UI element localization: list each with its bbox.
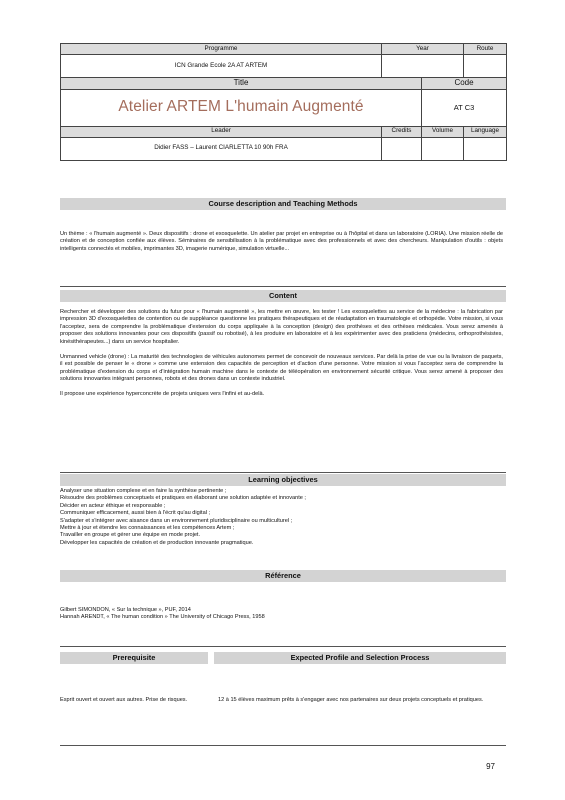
credits-label: Credits — [382, 126, 422, 137]
objectives-heading: Learning objectives — [60, 474, 506, 486]
reference-heading: Référence — [60, 570, 506, 582]
leader-label: Leader — [61, 126, 382, 137]
objectives-list — [60, 488, 503, 547]
description-text — [60, 231, 503, 253]
course-code: AT C3 — [422, 89, 507, 126]
content-text — [60, 309, 503, 399]
route-value — [464, 55, 507, 78]
language-value — [464, 137, 507, 160]
course-title: Atelier ARTEM L'humain Augmenté — [61, 89, 422, 126]
objective-item: S'adapter et s'intégrer avec aisance dans un environnement pluridisciplinaire ou multiculturel ; — [60, 517, 293, 524]
content-paragraph-experience: Il propose une expérience hyperconcrète de projets uniques vers l'infini et au-delà. — [60, 391, 265, 398]
objective-item: Communiquer efficacement, aussi bien à l'écrit qu'au digital ; — [60, 510, 211, 517]
page-number: 97 — [486, 762, 495, 771]
prerequisite-divider — [60, 646, 506, 647]
objective-item: Résoudre des problèmes conceptuels et pratiques en élaborant une solution adaptée et innovante ; — [60, 495, 306, 502]
content-heading: Content — [60, 290, 506, 302]
credits-value — [382, 137, 422, 160]
profile-text: 12 à 15 élèves maximum prêts à s'engager avec nos partenaires sur deux projets conceptuels et pratiques. — [218, 697, 484, 703]
content-paragraph-exosquelettes: Rechercher et développer des solutions du futur pour « l'humain augmenté », les mettre en œuvre, les tester ! Les exosquelettes au service de la médecine : la fabrication par impression 3D d'exosquelettes de contention ou de suppléance questionne les pratiques thérapeutiques et de réadaptation en traumatologie et orthopédie. Votre mission, si vous l'acceptez, sera de comprendre la problématique d'extension du corps appliquée à la conception (design) des prothèses et des orthèses médicales. Vous serez amenés à proposer des solutions innovantes pour ces dispositifs (passif ou robotisé), à les produire en laboratoire et à les expérimenter avec des praticiens (médecins, orthoprothésistes, kinésithérapeutes...) dans un service hospitalier. — [60, 309, 503, 345]
language-label: Language — [464, 126, 507, 137]
leader-value: Didier FASS – Laurent CIARLETTA 10 90h FRA — [61, 137, 382, 160]
year-label: Year — [382, 44, 464, 55]
reference-item: Hannah ARENDT, « The human condition » The University of Chicago Press, 1958 — [60, 614, 265, 621]
year-value — [382, 55, 464, 78]
programme-label: Programme — [61, 44, 382, 55]
objective-item: Décider en acteur éthique et responsable ; — [60, 502, 166, 509]
footer-divider — [60, 745, 506, 746]
objective-item: Mettre à jour et étendre les connaissances et les compétences Artem ; — [60, 524, 235, 531]
code-label: Code — [422, 78, 507, 90]
description-heading: Course description and Teaching Methods — [60, 198, 506, 210]
description-paragraph: Un thème : « l'humain augmenté ». Deux dispositifs : drone et exosquelette. Un atelier par projet en entreprise ou à l'hôpital et dans un laboratoire (LORIA). Une mission réelle de création et de conception confiée aux élèves. Séminaires de sensibilisation à la problématique avec des professionnels et avec des chercheurs. Manipulation d'outils : objets intelligents connectés et mobiles, imprimantes 3D, imagerie numérique, simulation virtuelle... — [60, 231, 503, 252]
course-header-table — [60, 43, 507, 161]
route-label: Route — [464, 44, 507, 55]
objective-item: Travailler en groupe et gérer une équipe en mode projet. — [60, 532, 201, 539]
objective-item: Développer les capacités de création et de production innovante pragmatique. — [60, 539, 254, 546]
programme-value: ICN Grande Ecole 2A AT ARTEM — [61, 55, 382, 78]
objective-item: Analyser une situation complexe et en faire la synthèse pertinente ; — [60, 488, 227, 494]
title-label: Title — [61, 78, 422, 90]
prerequisite-heading: Prerequisite — [60, 652, 208, 664]
reference-list — [60, 607, 503, 622]
content-paragraph-drone: Unmanned vehicle (drone) : La maturité des technologies de véhicules autonomes permet de concevoir de nouveaux services. Par delà la prise de vue ou la livraison de paquets, il est possible de penser le « drone » comme une extension des capacités de perception et d'action d'une personne. Votre mission si vous l'acceptez sera de comprendre la problématique d'extension du corps et d'intégration humain machine dans le contexte de téléopération en environnement sécurité critique. Vous serez amené à proposer des solutions innovantes intégrant personnes, robots et des drones dans un contexte industriel. — [60, 353, 503, 382]
content-divider — [60, 286, 506, 287]
prerequisite-text: Esprit ouvert et ouvert aux autres. Prise de risques. — [60, 697, 188, 703]
volume-value — [422, 137, 464, 160]
profile-heading: Expected Profile and Selection Process — [214, 652, 506, 664]
objectives-divider — [60, 472, 506, 473]
reference-item: Gilbert SIMONDON, « Sur la technique », PUF, 2014 — [60, 607, 191, 613]
volume-label: Volume — [422, 126, 464, 137]
